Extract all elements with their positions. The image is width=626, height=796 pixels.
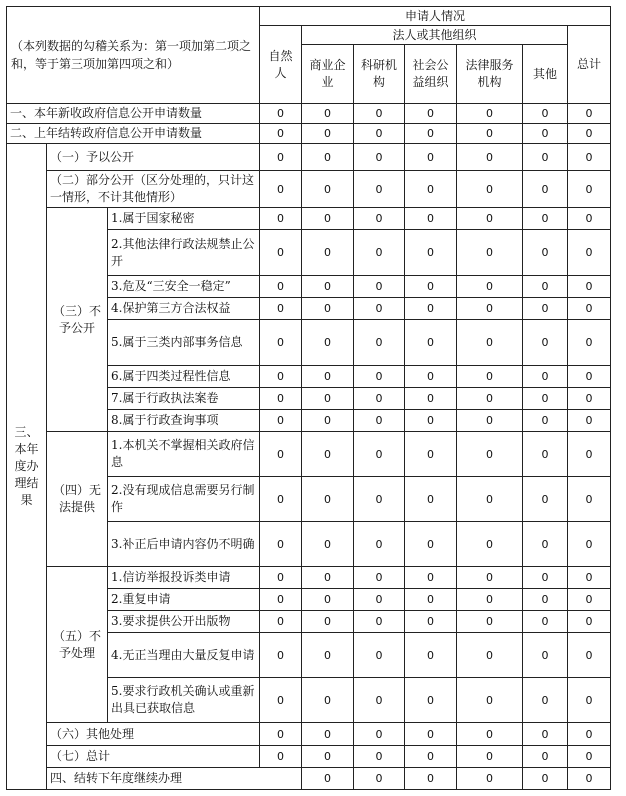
cell: 0 [568, 477, 611, 522]
cell: 0 [568, 276, 611, 298]
cell: 0 [523, 522, 568, 567]
cell: 0 [260, 171, 302, 208]
cell: 0 [568, 522, 611, 567]
row-label: 1.本机关不掌握相关政府信息 [108, 432, 260, 477]
cell: 0 [354, 477, 405, 522]
cell: 0 [260, 320, 302, 366]
row-label: 4.无正当理由大量反复申请 [108, 633, 260, 678]
cell: 0 [457, 124, 523, 144]
cell: 0 [568, 230, 611, 276]
cell: 0 [457, 298, 523, 320]
cell: 0 [260, 633, 302, 678]
cell: 0 [302, 366, 354, 388]
cell: 0 [354, 633, 405, 678]
cell: 0 [302, 276, 354, 298]
cell: 0 [354, 320, 405, 366]
cell: 0 [523, 230, 568, 276]
cell: 0 [302, 678, 354, 723]
cell: 0 [260, 477, 302, 522]
cell: 0 [302, 746, 354, 768]
cell: 0 [354, 104, 405, 124]
cell: 0 [354, 124, 405, 144]
cell: 0 [523, 633, 568, 678]
cell: 0 [260, 144, 302, 171]
cell: 0 [457, 611, 523, 633]
cell: 0 [523, 432, 568, 477]
cell: 0 [405, 388, 457, 410]
cell: 0 [457, 589, 523, 611]
cell: 0 [523, 611, 568, 633]
cell: 0 [354, 276, 405, 298]
cell: 0 [405, 432, 457, 477]
cell: 0 [457, 320, 523, 366]
cell: 0 [405, 104, 457, 124]
cell: 0 [568, 678, 611, 723]
cell: 0 [302, 171, 354, 208]
row-label: 6.属于四类过程性信息 [108, 366, 260, 388]
cell: 0 [260, 567, 302, 589]
cell: 0 [568, 567, 611, 589]
cell: 0 [523, 366, 568, 388]
cell: 0 [354, 144, 405, 171]
cell: 0 [523, 171, 568, 208]
cell: 0 [457, 746, 523, 768]
cell: 0 [523, 320, 568, 366]
cell: 0 [405, 230, 457, 276]
row-label: 四、结转下年度继续办理 [47, 768, 302, 790]
cell: 0 [302, 723, 354, 746]
cell: 0 [405, 171, 457, 208]
cell: 0 [568, 589, 611, 611]
cell: 0 [457, 276, 523, 298]
cell: 0 [405, 589, 457, 611]
cell: 0 [405, 477, 457, 522]
cell: 0 [457, 144, 523, 171]
cell: 0 [523, 768, 568, 790]
cell: 0 [302, 320, 354, 366]
cell: 0 [568, 388, 611, 410]
row-label: 2.没有现成信息需要另行制作 [108, 477, 260, 522]
cell: 0 [302, 410, 354, 432]
cell: 0 [568, 144, 611, 171]
cell: 0 [523, 477, 568, 522]
cell: 0 [260, 723, 302, 746]
cell: 0 [405, 768, 457, 790]
cell: 0 [405, 124, 457, 144]
cell: 0 [457, 104, 523, 124]
cell: 0 [457, 723, 523, 746]
cell: 0 [568, 104, 611, 124]
col-total: 总计 [568, 26, 611, 104]
cell: 0 [568, 410, 611, 432]
cell: 0 [523, 589, 568, 611]
col-research: 科研机构 [354, 45, 405, 104]
cell: 0 [568, 633, 611, 678]
cell: 0 [354, 589, 405, 611]
cell: 0 [302, 208, 354, 230]
row-label: 7.属于行政执法案卷 [108, 388, 260, 410]
cell: 0 [457, 230, 523, 276]
cell: 0 [302, 567, 354, 589]
cell: 0 [260, 276, 302, 298]
cell: 0 [405, 410, 457, 432]
cell: 0 [302, 104, 354, 124]
row-label: 3.危及“三安全一稳定” [108, 276, 260, 298]
cell: 0 [457, 678, 523, 723]
cell: 0 [457, 208, 523, 230]
cell: 0 [260, 410, 302, 432]
cell: 0 [260, 298, 302, 320]
cell: 0 [354, 746, 405, 768]
cell: 0 [405, 678, 457, 723]
cell: 0 [354, 567, 405, 589]
cell: 0 [523, 276, 568, 298]
cell: 0 [302, 388, 354, 410]
row-label: （二）部分公开（区分处理的，只计这一情形，不计其他情形） [47, 171, 260, 208]
cell: 0 [568, 124, 611, 144]
col-other: 其他 [523, 45, 568, 104]
cell: 0 [568, 171, 611, 208]
cell: 0 [405, 611, 457, 633]
row-label: 二、上年结转政府信息公开申请数量 [7, 124, 260, 144]
row-label: 一、本年新收政府信息公开申请数量 [7, 104, 260, 124]
cell: 0 [405, 567, 457, 589]
cell: 0 [568, 432, 611, 477]
row-label: 3.补正后申请内容仍不明确 [108, 522, 260, 567]
cell: 0 [568, 746, 611, 768]
cell: 0 [457, 522, 523, 567]
row-label: 4.保护第三方合法权益 [108, 298, 260, 320]
cell: 0 [302, 633, 354, 678]
row-label: 1.信访举报投诉类申请 [108, 567, 260, 589]
cell: 0 [260, 104, 302, 124]
cell: 0 [568, 298, 611, 320]
cell: 0 [260, 746, 302, 768]
cell: 0 [523, 298, 568, 320]
cell: 0 [405, 723, 457, 746]
cell: 0 [523, 104, 568, 124]
col-commercial: 商业企业 [302, 45, 354, 104]
legal-group-header: 法人或其他组织 [302, 26, 568, 45]
cell: 0 [568, 366, 611, 388]
row-label: 3.要求提供公开出版物 [108, 611, 260, 633]
cell: 0 [260, 366, 302, 388]
row-label: 5.要求行政机关确认或重新出具已获取信息 [108, 678, 260, 723]
cell: 0 [354, 171, 405, 208]
col-social: 社会公益组织 [405, 45, 457, 104]
applicant-header: 申请人情况 [260, 7, 611, 26]
row-label: 5.属于三类内部事务信息 [108, 320, 260, 366]
cell: 0 [457, 477, 523, 522]
cell: 0 [568, 208, 611, 230]
cell: 0 [523, 144, 568, 171]
col-natural-person: 自然人 [260, 26, 302, 104]
cell: 0 [354, 768, 405, 790]
subsection-4-label: （四）无法提供 [47, 432, 108, 567]
cell: 0 [523, 124, 568, 144]
cell: 0 [457, 432, 523, 477]
cell: 0 [405, 298, 457, 320]
cell: 0 [260, 388, 302, 410]
row-label: 2.其他法律行政法规禁止公开 [108, 230, 260, 276]
cell: 0 [354, 388, 405, 410]
cell: 0 [523, 678, 568, 723]
cell: 0 [568, 768, 611, 790]
cell: 0 [568, 723, 611, 746]
cell: 0 [568, 611, 611, 633]
cell: 0 [457, 768, 523, 790]
cell: 0 [457, 410, 523, 432]
cell: 0 [302, 144, 354, 171]
cell: 0 [260, 589, 302, 611]
cell: 0 [523, 723, 568, 746]
row-label: 2.重复申请 [108, 589, 260, 611]
row-label: 8.属于行政查询事项 [108, 410, 260, 432]
cell: 0 [457, 567, 523, 589]
cell: 0 [260, 611, 302, 633]
cell: 0 [260, 678, 302, 723]
cell: 0 [405, 366, 457, 388]
cell: 0 [302, 298, 354, 320]
cell: 0 [354, 230, 405, 276]
row-label: （七）总计 [47, 746, 260, 768]
cell: 0 [260, 208, 302, 230]
cell: 0 [405, 633, 457, 678]
cell: 0 [354, 522, 405, 567]
row-label: （六）其他处理 [47, 723, 260, 746]
cell: 0 [354, 410, 405, 432]
cell: 0 [523, 567, 568, 589]
cell: 0 [405, 144, 457, 171]
table-note: （本列数据的勾稽关系为：第一项加第二项之和，等于第三项加第四项之和） [7, 7, 260, 104]
cell: 0 [302, 522, 354, 567]
cell: 0 [302, 768, 354, 790]
subsection-5-label: （五）不予处理 [47, 567, 108, 723]
cell: 0 [302, 611, 354, 633]
subsection-3-label: （三）不予公开 [47, 208, 108, 432]
cell: 0 [405, 746, 457, 768]
cell: 0 [302, 230, 354, 276]
cell: 0 [354, 366, 405, 388]
cell: 0 [457, 633, 523, 678]
cell: 0 [354, 208, 405, 230]
cell: 0 [405, 320, 457, 366]
cell: 0 [302, 124, 354, 144]
col-legal-service: 法律服务机构 [457, 45, 523, 104]
section-3-label: 三、本年度办理结果 [7, 144, 47, 790]
cell: 0 [457, 171, 523, 208]
cell: 0 [354, 678, 405, 723]
cell: 0 [354, 723, 405, 746]
cell: 0 [354, 432, 405, 477]
cell: 0 [354, 298, 405, 320]
cell: 0 [260, 522, 302, 567]
cell: 0 [302, 589, 354, 611]
cell: 0 [405, 208, 457, 230]
cell: 0 [405, 276, 457, 298]
row-label: 1.属于国家秘密 [108, 208, 260, 230]
cell: 0 [260, 124, 302, 144]
cell: 0 [523, 410, 568, 432]
cell: 0 [302, 432, 354, 477]
cell: 0 [354, 611, 405, 633]
info-disclosure-table [6, 6, 611, 790]
row-label: （一）予以公开 [47, 144, 260, 171]
cell: 0 [523, 746, 568, 768]
cell: 0 [457, 388, 523, 410]
cell: 0 [405, 522, 457, 567]
cell: 0 [568, 320, 611, 366]
cell: 0 [302, 477, 354, 522]
cell: 0 [523, 208, 568, 230]
cell: 0 [260, 230, 302, 276]
cell: 0 [457, 366, 523, 388]
cell: 0 [523, 388, 568, 410]
cell: 0 [260, 432, 302, 477]
